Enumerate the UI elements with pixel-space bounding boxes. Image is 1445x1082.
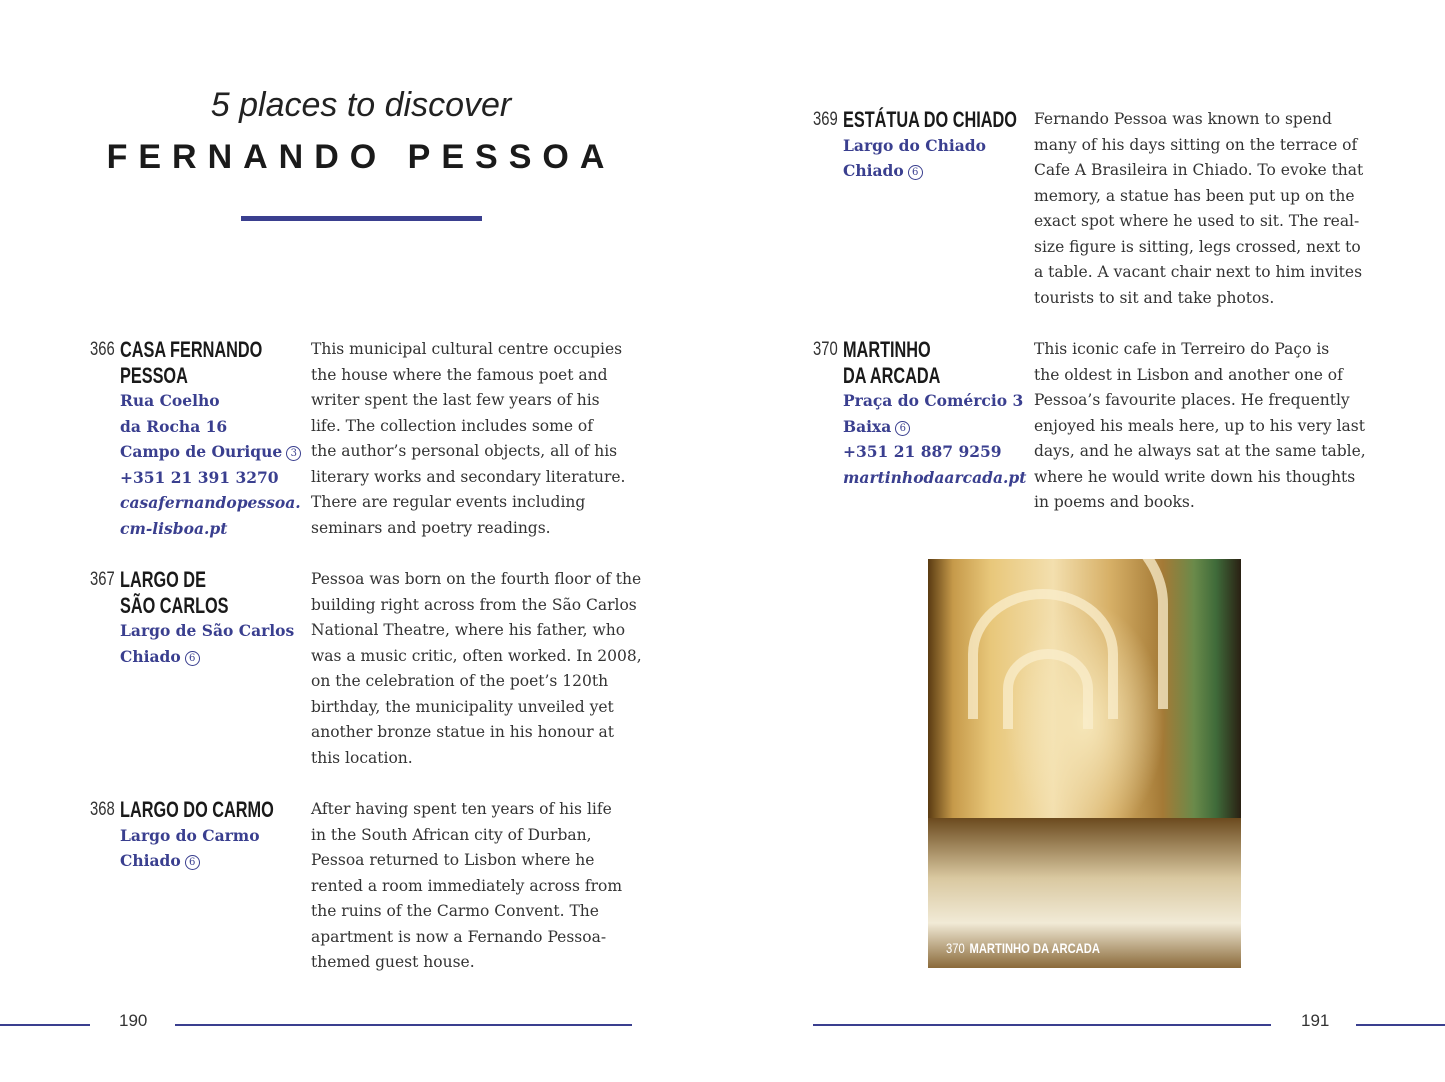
- caption-number: 370: [946, 940, 965, 956]
- body-line: building right across from the São Carlos: [311, 595, 637, 614]
- district: [843, 158, 1043, 184]
- body-line: There are regular events including: [311, 493, 586, 511]
- arch-shape: [1003, 649, 1093, 729]
- district-name: Chiado: [120, 646, 181, 666]
- page-number-right: 191: [1301, 1011, 1330, 1030]
- page-number-left: 190: [119, 1011, 148, 1030]
- body-line: Pessoa’s favourite places. He frequently: [1034, 391, 1350, 409]
- entry-body: [1034, 337, 1364, 516]
- district-badge-icon: 6: [185, 855, 200, 870]
- website-link[interactable]: martinhodaarcada.pt: [843, 467, 1027, 487]
- body-line: literary works and secondary literature.: [311, 467, 626, 486]
- district-name: Campo de Ourique: [120, 442, 283, 461]
- body-line: This iconic cafe in Terreiro do Paço is: [1034, 340, 1330, 358]
- body-line: themed guest house.: [311, 953, 475, 971]
- entry-title: CASA FERNANDO: [120, 337, 263, 362]
- district: [120, 848, 320, 874]
- body-line: Pessoa returned to Lisbon where he: [311, 851, 595, 869]
- address: Praça do Comércio 3: [843, 391, 1024, 410]
- footer-rule: [1356, 1024, 1445, 1026]
- phone-link[interactable]: +351 21 391 3270: [120, 467, 279, 487]
- body-line: on the celebration of the poet’s 120th: [311, 672, 609, 690]
- body-line: birthday, the municipality unveiled yet: [311, 697, 614, 716]
- body-line: the ruins of the Carmo Convent. The: [311, 902, 599, 920]
- body-line: seminars and poetry readings.: [311, 518, 551, 537]
- entry-title: SÃO CARLOS: [120, 592, 229, 618]
- body-line: another bronze statue in his honour at: [311, 723, 615, 741]
- body-line: in the South African city of Durban,: [311, 825, 592, 844]
- body-line: National Theatre, where his father, who: [311, 621, 626, 639]
- entry-number: 366: [90, 339, 115, 360]
- footer-rule: [813, 1024, 1271, 1026]
- title-underline: [241, 216, 482, 221]
- body-line: exact spot where he used to sit. The real-: [1034, 212, 1360, 230]
- caption-title: MARTINHO DA ARCADA: [969, 940, 1100, 956]
- entry-body: [311, 797, 641, 976]
- body-line: Fernando Pessoa was known to spend: [1034, 110, 1332, 128]
- body-line: Cafe A Brasileira in Chiado. To evoke that: [1034, 161, 1364, 179]
- entry-body: [1034, 107, 1364, 311]
- body-line: days, and he always sat at the same table,: [1034, 442, 1366, 460]
- entry-title: LARGO DO CARMO: [120, 797, 274, 822]
- district-badge-icon: 6: [185, 651, 200, 666]
- district-badge-icon: 6: [895, 421, 910, 436]
- address: Largo do Chiado: [843, 135, 986, 155]
- page-title: FERNANDO PESSOA: [106, 138, 616, 176]
- entry-title: DA ARCADA: [843, 362, 941, 388]
- body-line: After having spent ten years of his life: [311, 800, 612, 818]
- website-link[interactable]: casafernandopessoa.: [120, 493, 301, 512]
- address: Rua Coelho: [120, 391, 220, 410]
- district: [843, 414, 1043, 440]
- district-name: Chiado: [120, 851, 181, 870]
- address: da Rocha 16: [120, 416, 228, 436]
- photo-caption: [946, 940, 1100, 956]
- address: Largo do Carmo: [120, 825, 260, 845]
- body-line: apartment is now a Fernando Pessoa-: [311, 927, 607, 946]
- footer-rule: [175, 1024, 632, 1026]
- entry-number: 370: [813, 339, 838, 360]
- entry-body: [311, 337, 641, 541]
- phone-link[interactable]: +351 21 887 9259: [843, 442, 1002, 461]
- body-line: Pessoa was born on the fourth floor of the: [311, 570, 642, 588]
- entry-body: [311, 567, 641, 771]
- cafe-arcade-photo: [928, 559, 1241, 968]
- body-line: the house where the famous poet and: [311, 365, 608, 384]
- body-line: in poems and books.: [1034, 493, 1195, 511]
- body-line: the oldest in Lisbon and another one of: [1034, 365, 1343, 384]
- address: Largo de São Carlos: [120, 621, 295, 640]
- entry-number: 369: [813, 109, 838, 130]
- website-link[interactable]: cm-lisboa.pt: [120, 518, 228, 538]
- district: [120, 439, 320, 465]
- district-badge-icon: 3: [286, 446, 301, 461]
- body-line: enjoyed his meals here, up to his very last: [1034, 416, 1365, 435]
- entry-title: LARGO DE: [120, 567, 206, 592]
- body-line: many of his days sitting on the terrace of: [1034, 135, 1358, 154]
- body-line: was a music critic, often worked. In 2008,: [311, 646, 642, 665]
- body-line: the author’s personal objects, all of his: [311, 442, 618, 460]
- body-line: writer spent the last few years of his: [311, 391, 600, 409]
- body-line: this location.: [311, 748, 413, 767]
- district: [120, 644, 320, 670]
- entry-title: MARTINHO: [843, 337, 931, 362]
- district-name: Baixa: [843, 416, 892, 436]
- body-line: a table. A vacant chair next to him invites: [1034, 263, 1363, 281]
- body-line: This municipal cultural centre occupies: [311, 340, 623, 358]
- body-line: tourists to sit and take photos.: [1034, 288, 1275, 307]
- district-name: Chiado: [843, 161, 904, 180]
- body-line: rented a room immediately across from: [311, 876, 623, 895]
- section-kicker: 5 places to discover: [210, 86, 512, 124]
- district-badge-icon: 6: [908, 165, 923, 180]
- entry-title: PESSOA: [120, 362, 188, 388]
- body-line: life. The collection includes some of: [311, 416, 593, 435]
- footer-rule: [0, 1024, 90, 1026]
- entry-number: 367: [90, 569, 115, 590]
- entry-number: 368: [90, 799, 115, 820]
- body-line: where he would write down his thoughts: [1034, 467, 1356, 486]
- body-line: size figure is sitting, legs crossed, next to: [1034, 237, 1361, 256]
- entry-title: ESTÁTUA DO CHIADO: [843, 107, 1017, 132]
- body-line: memory, a statue has been put up on the: [1034, 186, 1355, 205]
